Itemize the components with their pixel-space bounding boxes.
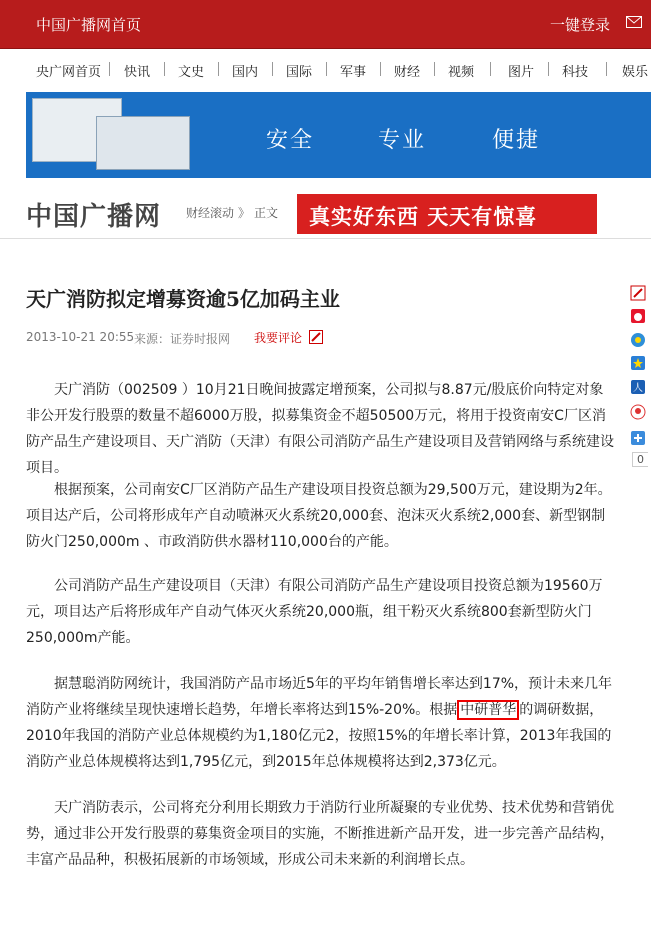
tencent-weibo-icon[interactable] (630, 404, 646, 420)
promo-ad[interactable] (297, 194, 597, 234)
banner-label: 专业 (378, 128, 427, 153)
article-datetime: 2013-10-21 20:55 (26, 330, 135, 344)
nav-separator (109, 62, 110, 76)
nav-item-history[interactable]: 文史 (178, 65, 205, 80)
nav-item-finance[interactable]: 财经 (394, 65, 421, 80)
nav-item-home[interactable]: 央广网首页 (36, 65, 102, 80)
nav-item-news[interactable]: 快讯 (124, 65, 151, 80)
nav-item-domestic[interactable]: 国内 (232, 65, 259, 80)
edit-share-icon[interactable] (630, 285, 646, 301)
site-logo[interactable]: 中国广播网 (26, 202, 162, 232)
breadcrumb-current: 正文 (254, 206, 279, 220)
article-paragraph: 公司消防产品生产建设项目（天津）有限公司消防产品生产建设项目投资总额为19560万元，项目达产后将形成年产自动气体灭火系统20,000瓶，组干粉灭火系统800套新型防火门250,000m产能。 (26, 578, 603, 646)
plus-share-icon[interactable] (630, 430, 646, 446)
login-link[interactable]: 一键登录 (550, 16, 611, 34)
channel-nav (0, 49, 651, 89)
nav-separator (548, 62, 549, 76)
comment-link[interactable]: 我要评论 (254, 331, 303, 345)
nav-separator (218, 62, 219, 76)
article-source: 来源：证券时报网 (134, 332, 231, 346)
weibo-icon[interactable] (630, 308, 646, 324)
banner-label: 便捷 (492, 128, 541, 153)
nav-item-entertainment[interactable]: 娱乐 (622, 65, 649, 80)
article-paragraph: 天广消防表示，公司将充分利用长期致力于消防行业所凝聚的专业优势、技术优势和营销优势，通过非公开发行股票的募集资金项目的实施，不断推进新产品开发，进一步完善产品结构，丰富产品品种，积极拓展新的市场领域，形成公司未来新的利润增长点。 (26, 800, 614, 868)
share-count: 0 (632, 452, 648, 467)
qzone-icon[interactable] (630, 332, 646, 348)
nav-separator (164, 62, 165, 76)
home-link[interactable]: 中国广播网首页 (36, 16, 142, 34)
nav-item-military[interactable]: 军事 (340, 65, 367, 80)
edit-icon[interactable] (309, 330, 323, 344)
nav-item-tech[interactable]: 科技 (562, 65, 589, 80)
highlighted-link[interactable]: 中研普华 (457, 700, 519, 720)
renren-icon[interactable] (630, 379, 646, 395)
nav-item-international[interactable]: 国际 (286, 65, 313, 80)
banner-ad[interactable] (26, 92, 651, 178)
nav-item-photos[interactable]: 图片 (508, 65, 535, 80)
article-paragraph: 天广消防（002509 ）10月21日晚间披露定增预案，公司拟与8.87元/股底价向特定对象非公开发行股票的数量不超6000万股，拟募集资金不超50500万元，将用于投资南安C厂区消防产品生产建设项目、天广消防（天津）有限公司消防产品生产建设项目及营销网络与系统建设项目。 (26, 382, 614, 476)
breadcrumb-separator: 》 (238, 206, 251, 220)
brand-row (0, 186, 651, 239)
svg-text:人: 人 (633, 383, 643, 394)
laptop-image (96, 116, 190, 170)
banner-label: 安全 (266, 128, 315, 153)
nav-separator (490, 62, 491, 76)
article-title: 天广消防拟定增募资逾5亿加码主业 (26, 287, 340, 311)
top-bar (0, 0, 651, 49)
promo-ad-text: 真实好东西 天天有惊喜 (309, 205, 538, 229)
article-paragraph: 据慧聪消防网统计，我国消防产品市场近5年的平均年销售增长率达到17%，预计未来几年消防产业将继续呈现快速增长趋势，年增长率将达到15%-20%。根据 中研普华 的调研数据，2010年我国的消防产业总体规模约为1,180亿元2，按照15%的年增长率计算，2013年我国的消防产业总体规模将达到1,795亿元，到2015年总体规模将达到2,373亿元。 (26, 676, 613, 770)
breadcrumb-section[interactable]: 财经滚动 (186, 206, 235, 220)
nav-separator (380, 62, 381, 76)
mail-icon[interactable] (626, 16, 642, 28)
nav-separator (272, 62, 273, 76)
nav-separator (326, 62, 327, 76)
star-share-icon[interactable] (630, 355, 646, 371)
nav-item-video[interactable]: 视频 (448, 65, 475, 80)
article-paragraph: 根据预案，公司南安C厂区消防产品生产建设项目投资总额为29,500万元，建设期为2年。项目达产后，公司将形成年产自动喷淋灭火系统20,000套、泡沫灭火系统2,000套、新型钢制防火门250,000m 、市政消防供水器材110,000台的产能。 (26, 482, 612, 550)
nav-separator (606, 62, 607, 76)
nav-separator (434, 62, 435, 76)
